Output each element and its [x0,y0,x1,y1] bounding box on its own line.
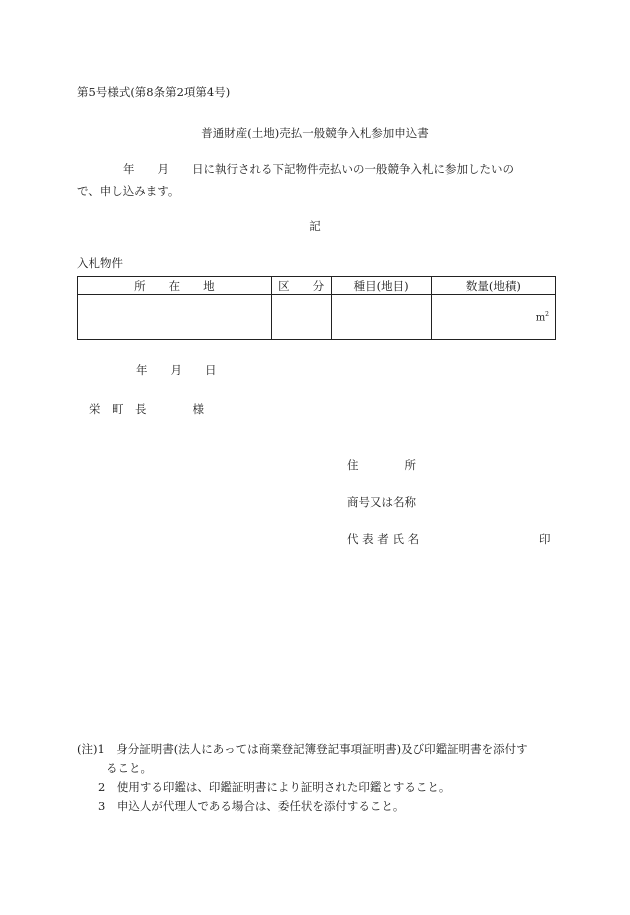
header-location: 所 在 地 [78,277,272,295]
intro-line-1: 年 月 日に執行される下記物件売払いの一般競争入札に参加したいの [77,162,514,176]
intro-paragraph [77,158,555,202]
unit-label: m [535,312,546,324]
date-line: 年 月 日 [136,363,217,377]
note-1: (注)1 身分証明書(法人にあっては商業登記簿登記事項証明書)及び印鑑証明書を添付す [77,742,528,756]
header-category: 区 分 [271,277,331,295]
notes-section [77,740,528,816]
table-row [78,295,556,340]
note-1-continuation: ること。 [106,761,152,775]
header-quantity: 数量(地積) [431,277,555,295]
unit-exponent: 2 [545,310,549,318]
form-number: 第5号様式(第8条第2項第4号) [77,85,231,99]
intro-line-2: で、申し込みます。 [77,184,180,198]
header-type: 種目(地目) [331,277,431,295]
cell-type[interactable] [331,295,431,340]
note-2: 2 使用する印鑑は、印鑑証明書により証明された印鑑とすること。 [98,780,451,794]
applicant-address-label: 住 所 [347,458,416,472]
property-table [77,276,556,340]
addressee: 栄 町 長 様 [89,402,204,416]
section-label: 入札物件 [77,256,123,270]
applicant-representative-label: 代 表 者 氏 名 [347,532,420,546]
note-3: 3 申込人が代理人である場合は、委任状を添付すること。 [98,799,405,813]
applicant-trade-name-label: 商号又は名称 [347,495,416,509]
cell-location[interactable] [78,295,272,340]
seal-mark: 印 [539,532,551,546]
cell-category[interactable] [271,295,331,340]
cell-quantity[interactable] [431,295,555,340]
ki-heading: 記 [309,219,321,233]
table-header-row [78,277,556,295]
document-title: 普通財産(土地)売払一般競争入札参加申込書 [201,126,429,140]
